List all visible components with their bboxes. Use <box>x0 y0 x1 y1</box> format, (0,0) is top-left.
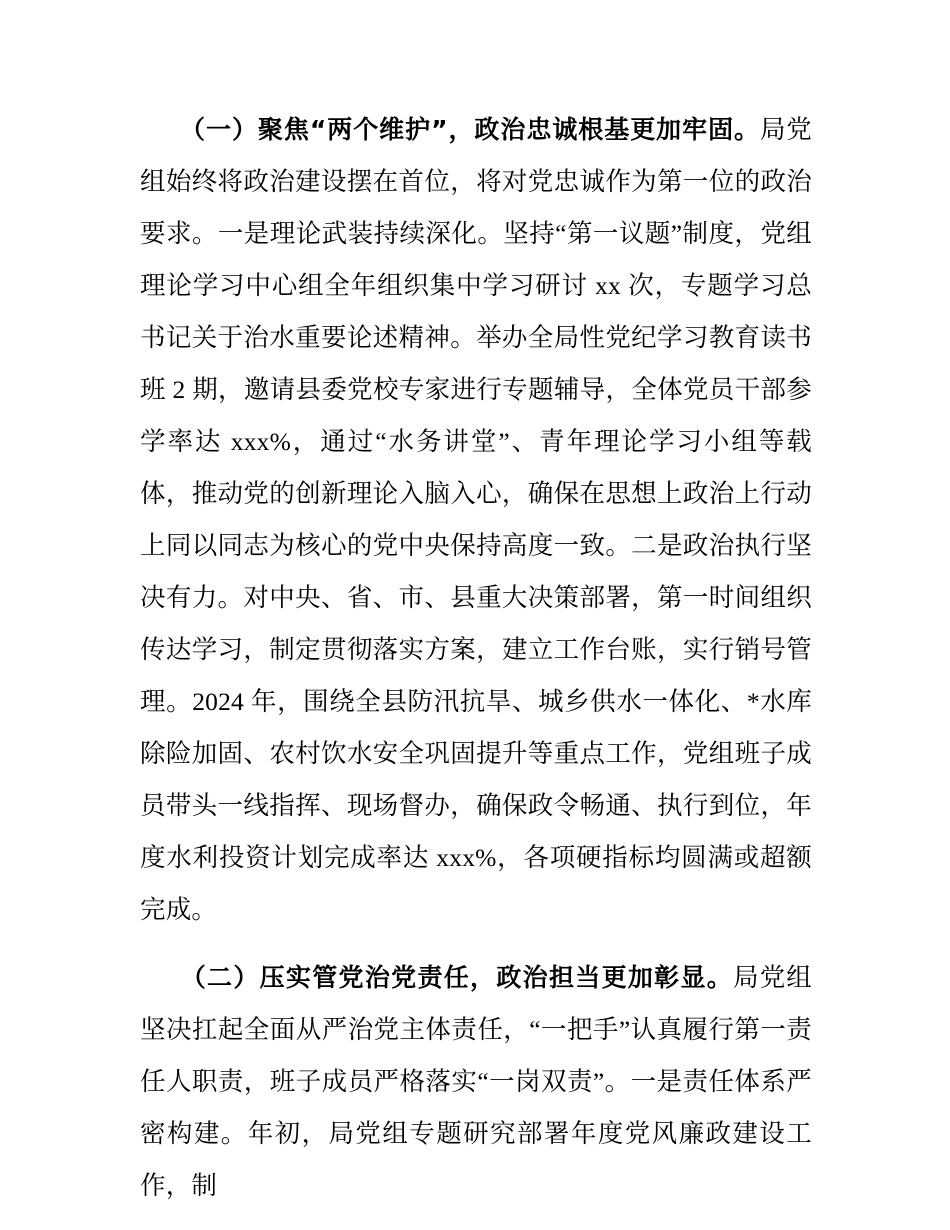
paragraph-2 <box>140 952 812 1212</box>
paragraph-1 <box>140 104 812 936</box>
paragraph-1-body: 局党组始终将政治建设摆在首位，将对党忠诚作为第一位的政治要求。一是理论武装持续深化。坚持“第一议题”制度，党组理论学习中心组全年组织集中学习研讨 xx 次，专题学习总书记关于治水重要论述精神。举办全局性党纪学习教育读书班 2 期，邀请县委党校专家进行专题辅导，全体党员干部参学率达 xxx%，通过“水务讲堂”、青年理论学习小组等载体，推动党的创新理论入脑入心，确保在思想上政治上行动上同以同志为核心的党中央保持高度一致。二是政治执行坚决有力。对中央、省、市、县重大决策部署，第一时间组织传达学习，制定贯彻落实方案，建立工作台账，实行销号管理。2024 年，围绕全县防汛抗旱、城乡供水一体化、*水库除险加固、农村饮水安全巩固提升等重点工作，党组班子成员带头一线指挥、现场督办，确保政令畅通、执行到位，年度水利投资计划完成率达 xxx%，各项硬指标均圆满或超额完成。 <box>140 115 812 924</box>
document-body <box>140 104 812 1212</box>
paragraph-2-heading: （二）压实管党治党责任，政治担当更加彰显。 <box>193 963 734 992</box>
paragraph-1-heading: （一）聚焦“两个维护”，政治忠诚根基更加牢固。 <box>192 115 761 144</box>
paragraph-2-body: 局党组坚决扛起全面从严治党主体责任，“一把手”认真履行第一责任人职责，班子成员严格落实“一岗双责”。一是责任体系严密构建。年初，局党组专题研究部署年度党风廉政建设工作，制 <box>140 963 813 1200</box>
paragraph-2-indent <box>140 963 193 992</box>
paragraph-1-indent <box>140 115 193 144</box>
